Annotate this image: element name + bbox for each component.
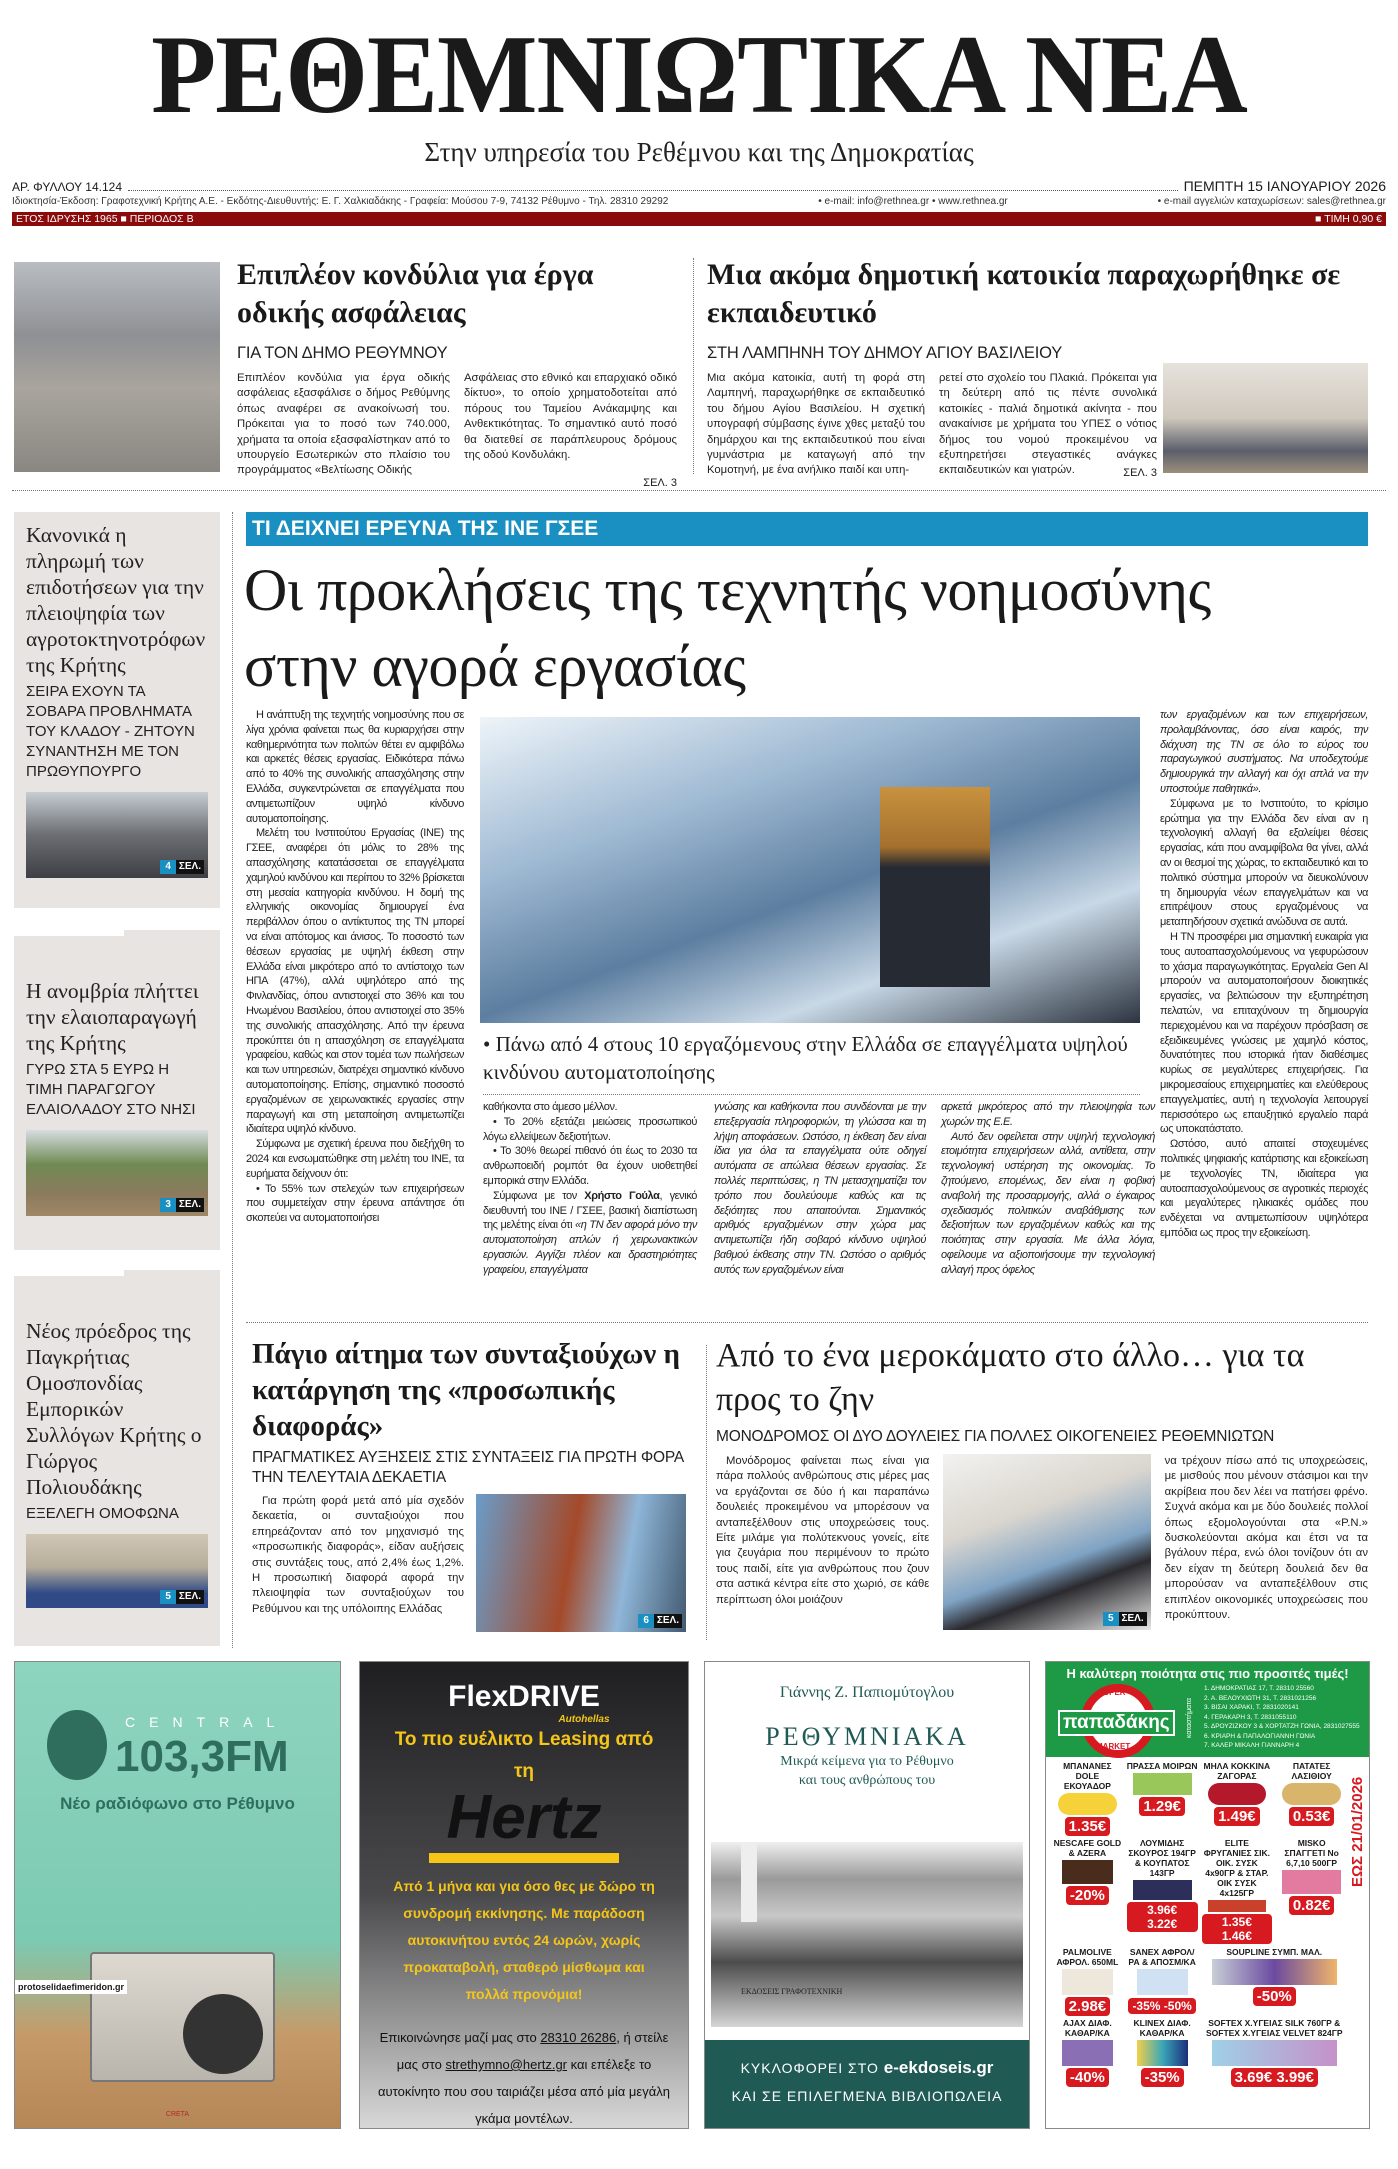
- column-divider: [693, 258, 694, 474]
- sidebar-kicker: ΣΕΙΡΑ ΕΧΟΥΝ ΤΑ ΣΟΒΑΡΑ ΠΡΟΒΛΗΜΑΤΑ ΤΟΥ ΚΛΑΔΟΥ - ΖΗΤΟΥΝ ΣΥΝΑΝΤΗΣΗ ΜΕ ΤΟΝ ΠΡΩΘΥΠΟΥΡΓΟ: [26, 683, 195, 780]
- email-link[interactable]: strethymno@hertz.gr: [445, 2057, 568, 2072]
- paragraph: • Το 55% των στελεχών των επιχειρήσεων που συμμετείχαν στην έρευνα απάντησε ότι σκοπεύει να αυτοματοποιήσει: [246, 1182, 464, 1225]
- ad-papadakis-market[interactable]: [1045, 1661, 1370, 2129]
- masthead-title: ΡΕΘΕΜΝΙΩΤΙΚΑ ΝΕΑ: [151, 13, 1247, 137]
- product-name: ELITE ΦΡΥΓΑΝΙΕΣ ΣΙΚ. ΟΙΚ. ΣΥΣΚ 4x90ΓΡ & ΣΤΑΡ. ΟΙΚ ΣΥΣΚ 4x125ΓΡ: [1203, 1838, 1270, 1898]
- product-price: -35% -50%: [1128, 1998, 1195, 2014]
- paragraph: Η ΤΝ προσφέρει μια σημαντική ευκαιρία για τους αυτοαπασχολούμενους να γεφυρώσουν το χάσμα παραγωγικότητας. Εργαλεία Gen AI μπορούν να αυτοματοποιήσουν διοικητικές εργασίες, να βελτιώσουν την εξυπηρέτηση πελατών, να επιταχύνουν τη δημιουργία περιεχομένου και να παρέχουν πρόσβαση σε εξειδικευμένες γνώσεις με χαμηλό κόστος, δυνατότητες που ιστορικά ήταν διαθέσιμες κυρίως σε μεγαλύτερες επιχειρήσεις. Για μικρομεσαίους επιχειρηματίες και ελεύθερους επαγγελματίες, αυτή η τεχνολογία λειτουργεί περισσότερο ως επαυξητικό εργαλείο παρά ως υποκατάστατο.: [1160, 930, 1368, 1136]
- main-headline[interactable]: [244, 552, 1374, 704]
- headline[interactable]: Μια ακόμα δημοτική κατοικία παραχωρήθηκε σε εκπαιδευτικό: [707, 258, 1341, 329]
- watermark: protoselidaefimeridon.gr: [15, 1980, 127, 1994]
- quote: «η ΤΝ δεν αφορά μόνο την αυτοματοποίηση απλών ή χειρωνακτικών εργασιών. Αγγίζει πλέον και δραστηριότητες γραφείου, επαγγέλματα: [483, 1219, 697, 1276]
- page-badge[interactable]: [638, 1614, 682, 1628]
- product-name: PALMOLIVE ΑΦΡΟΛ. 650ML: [1056, 1947, 1119, 1967]
- harbor-photo: [711, 1842, 1023, 2027]
- column-divider: [706, 1345, 707, 1640]
- product: [1202, 1838, 1273, 1945]
- page-number: 3: [160, 1198, 176, 1212]
- article-road-safety[interactable]: [237, 256, 677, 489]
- market-slogan: Η καλύτερη ποιότητα στις πιο προσιτές τιμές!: [1066, 1666, 1349, 1681]
- text: Επικοινώνησε μαζί μας στο: [379, 2030, 541, 2045]
- section-divider: [246, 1322, 1368, 1323]
- market-header: [1046, 1662, 1369, 1757]
- issue-line: [12, 178, 1386, 194]
- caption-divider: [483, 1094, 1140, 1095]
- product: [1052, 1838, 1123, 1945]
- product-name: SANEX ΑΦΡΟΛ/ΡΑ & ΑΠΟΣΜ/ΚΑ: [1128, 1947, 1196, 1967]
- radio-brand: CENTRAL: [125, 1714, 289, 1730]
- masthead-subtitle: Στην υπηρεσία του Ρεθέμνου και της Δημοκρατίας: [424, 137, 974, 167]
- body-col: Ασφάλειας στο εθνικό και επαρχιακό οδικό δίκτυο», το οποίο χρηματοδοτείται από πόρους του Ταμείου Ανάκαμψης και Ανθεκτικότητας. Το σημαντικό αυτό ποσό θα διατεθεί σε παράπλευρους δρόμους της οδού Κονδυλάκη.: [464, 372, 677, 462]
- paragraph: Η ανάπτυξη της τεχνητής νοημοσύνης που σε λίγα χρόνια φαίνεται πως θα κυριαρχήσει στην καθημερινότητα των πολιτών θέτει εν αμφιβόλω και αρκετές θέσεις εργασίας. Ειδικότερα πάνω από το 40% της συνολικής απασχόλησης στην Ελλάδα, συγκεντρώνεται σε επαγγέλματα που αντιμετωπίζουν υψηλό κίνδυνο αυτοματοποίησης.: [246, 709, 464, 825]
- sidebar-headline[interactable]: Νέος πρόεδρος της Παγκρήτιας Ομοσπονδίας Εμπορικών Συλλόγων Κρήτης ο Γιώργος Πολιουδάκης: [26, 1319, 202, 1499]
- president-photo: [26, 1534, 208, 1608]
- headline-line-2: στην αγορά εργασίας: [244, 633, 746, 699]
- olive-photo: [26, 1130, 208, 1216]
- product-name: ΜΗΛΑ ΚΟΚΚΙΝΑ ΖΑΓΟΡΑΣ: [1203, 1761, 1271, 1781]
- kicker: ΠΡΑΓΜΑΤΙΚΕΣ ΑΥΞΗΣΕΙΣ ΣΤΙΣ ΣΥΝΤΑΞΕΙΣ ΓΙΑ ΠΡΩΤΗ ΦΟΡΑ ΤΗΝ ΤΕΛΕΥΤΑΙΑ ΔΕΚΑΕΤΙΑ: [252, 1449, 684, 1486]
- market-logo: παπαδάκης: [1058, 1710, 1175, 1736]
- headline[interactable]: Από το ένα μεροκάματο στο άλλο… για τα προς το ζην: [716, 1337, 1305, 1418]
- sidebar-separator: [14, 930, 124, 936]
- body-col: Μια ακόμα κατοικία, αυτή τη φορά στη Λαμπηνή, παραχωρήθηκε σε εκπαιδευτικό του δήμου Αγίου Βασιλείου. Η σχετική υπογραφή σύμβασης έγινε χθες μεταξύ του δημάρχου και της εκπαιδευτικού που είναι γυμνάστρια με καταγωγή από την Κομοτηνή, με ένα ανήλικο παιδί και υπη-: [707, 372, 925, 477]
- paragraph: • Το 30% θεωρεί πιθανό ότι έως το 2030 τα ανθρωποειδή ρομπότ θα έχουν υιοθετηθεί εμπορικά στην Ελλάδα.: [483, 1145, 697, 1187]
- product-price: 3.69€ 3.99€: [1231, 2068, 1318, 2087]
- publisher-logo: ΕΚΔΟΣΕΙΣ ΓΡΑΦΟΤΕΧΝΙΚΗ: [741, 1987, 843, 1996]
- founded-text: ΕΤΟΣ ΙΔΡΥΣΗΣ 1965 ■ ΠΕΡΙΟΔΟΣ Β: [16, 213, 194, 225]
- section-label: ΤΙ ΔΕΙΧΝΕΙ ΕΡΕΥΝΑ ΤΗΣ ΙΝΕ ΓΣΕΕ: [246, 512, 1368, 546]
- product: [1202, 1947, 1348, 2016]
- hertz-contact: [360, 2008, 688, 2129]
- page-label: ΣΕΛ.: [654, 1614, 682, 1628]
- main-col-1: [246, 708, 464, 1226]
- product-name: MISKO ΣΠΑΓΓΕΤΙ No 6,7,10 500ΓΡ: [1284, 1838, 1339, 1868]
- product-price: 2.98€: [1065, 1997, 1111, 2016]
- store-list: [1204, 1684, 1360, 1751]
- page-label: ΣΕΛ.: [176, 860, 204, 874]
- lighthouse-icon: [741, 1842, 757, 1922]
- body-col: να τρέχουν πίσω από τις υποχρεώσεις, με μισθούς που μένουν στάσιμοι και την ακρίβεια που δεν λέει να πατήσει φρένο. Συχνά ακόμα και με δύο δουλειές πολλοί όπως εξομολογούνται στα «Ρ.Ν.» δυσκολεύονται ακόμα και έτσι να τα βγάλουν πέρα, ενώ όλοι τονίζουν ότι αν δεν είχαν τη δεύτερη δουλειά δεν θα μπορούσαν να ανταπεξέλθουν στις επιπλέον οικονομικές υποχρεώσεις που προκύπτουν.: [1164, 1455, 1368, 1622]
- contact-email[interactable]: • e-mail: info@rethnea.gr • www.rethnea.gr: [818, 196, 1008, 207]
- product: [1052, 2018, 1123, 2087]
- paragraph: Σύμφωνα με το Ινστιτούτο, το κρίσιμο ερώτημα για την Ελλάδα δεν είναι αν η τεχνολογική αλλαγή θα εξαλείψει θέσεις εργασίας, κάτι που αναμφίβολα θα γίνει, αλλά αν οι θεσμοί της χώρας, το εκπαιδευτικό και το πολιτικό σύστημα μπορούν να διευκολύνουν τη δημιουργία νέων επαγγελμάτων και να επιτρέψουν στους εργαζομένους να μεταπηδήσουν σχετικά ανώδυνα σε αυτά.: [1160, 797, 1368, 929]
- product-price: 3.96€ 3.22€: [1127, 1902, 1198, 1932]
- text: , ή στείλε μας στο: [396, 2030, 669, 2072]
- text: και επέλεξε το αυτοκίνητο που σου ταιριάζει μέσα από μία μεγάλη γκάμα μοντέλων.: [378, 2057, 670, 2126]
- headline-line-1: Οι προκλήσεις της τεχνητής νοημοσύνης: [244, 557, 1211, 623]
- page-badge[interactable]: [160, 1590, 204, 1604]
- book-cta-band: [705, 2040, 1029, 2128]
- farmers-photo: [26, 792, 208, 878]
- e-ekdoseis-link[interactable]: e-ekdoseis.gr: [883, 2058, 994, 2077]
- tired-worker-photo: [943, 1454, 1150, 1630]
- paragraph: [483, 1189, 697, 1278]
- product: [1202, 1761, 1273, 1836]
- paragraph: Μονόδρομος φαίνεται πως είναι για πάρα πολλούς ανθρώπους στις μέρες μας να εργάζονται σε δύο ή και παραπάνω δουλειές προκειμένου να μπορέσουν να ανταπεξέλθουν στις υποχρεώσεις τους. Είτε μιλάμε για πολύτεκνους γονείς, είτε για ζευγάρια που περιμένουν το πρώτο τους παιδί, είτε για ανθρώπους που ζουν στα αστικά κέντρα είτε στο χωριό, σε κάθε περίπτωση όλοι μοιάζουν: [716, 1455, 930, 1606]
- product: [1127, 1761, 1198, 1836]
- signing-photo: [1163, 363, 1368, 473]
- cta-text: ΚΑΙ ΣΕ ΕΠΙΛΕΓΜΕΝΑ ΒΙΒΛΙΟΠΩΛΕΙΑ: [731, 2088, 1003, 2104]
- flexdrive-logo: FlexDRIVE: [448, 1680, 600, 1713]
- product-name: ΛΟΥΜΙΔΗΣ ΣΚΟΥΡΟΣ 194ΓΡ & ΚΟΥΠΑΤΟΣ 143ΓΡ: [1128, 1838, 1196, 1878]
- ad-hertz-flexdrive[interactable]: [359, 1661, 689, 2129]
- product-name: SOFTEX Χ.ΥΓΕΙΑΣ SILK 760ΓΡ & SOFTEX Χ.ΥΓΕΙΑΣ VELVET 824ΓΡ: [1205, 2018, 1343, 2038]
- paragraph: Αυτό δεν οφείλεται στην υψηλή τεχνολογική ετοιμότητα επιχειρήσεων αλλά, αντίθετα, στην τεχνολογική υστέρηση της οικονομίας. Το ζητούμενο, επομένως, δεν είναι η φοβική αναβολή της προσαρμογής, αλλά ο έγκαιρος σχεδιασμός πολιτικών αναβάθμισης των δεξιοτήτων των εργαζομένων καθώς και της ποιότητας στην εργασία. Με άλλα λόγια, οφείλουμε να αξιοποιήσουμε την τεχνολογική αλλαγή προς όφελος: [941, 1130, 1155, 1276]
- sales-email[interactable]: • e-mail αγγελιών καταχωρίσεων: sales@rethnea.gr: [1157, 196, 1386, 207]
- product: [1052, 1947, 1123, 2016]
- ad-line: τη: [513, 1761, 535, 1782]
- offer-valid-until: ΕΩΣ 21/01/2026: [1349, 1776, 1366, 1887]
- ad-central-radio[interactable]: [14, 1661, 341, 2129]
- kicker: ΜΟΝΟΔΡΟΜΟΣ ΟΙ ΔΥΟ ΔΟΥΛΕΙΕΣ ΓΙΑ ΠΟΛΛΕΣ ΟΙΚΟΓΕΝΕΙΕΣ ΡΕΘΕΜΝΙΩΤΩΝ: [716, 1428, 1275, 1445]
- page-number: 6: [638, 1614, 654, 1628]
- product: [1127, 1838, 1198, 1945]
- cta-text: ΚΥΚΛΟΦΟΡΕΙ ΣΤΟ: [740, 2060, 879, 2076]
- product-grid: [1046, 1757, 1369, 2087]
- issue-date: ΠΕΜΠΤΗ 15 ΙΑΝΟΥΑΡΙΟΥ 2026: [1183, 178, 1386, 194]
- sidebar-separator: [14, 1270, 124, 1276]
- product-price: -20%: [1066, 1886, 1109, 1905]
- store: 6. ΚΡΙΑΡΗ & ΠΑΠΑΛΟΓΙΑΝΝΗ ΓΩΝΙΑ: [1204, 1732, 1316, 1740]
- paragraph: Για πρώτη φορά μετά από μία σχεδόν δεκαετία, οι συνταξιούχοι που επηρεάζονταν από τον μηχανισμό της «προσωπικής διαφοράς», είδαν αυξήσεις στις συντάξεις τους, από 2,4% έως 1,2%. Η προσωπική διαφορά αφορά την πλειοψηφία των συνταξιούχων του Ρεθύμνου και της υπόλοιπης Ελλάδας: [252, 1495, 464, 1615]
- product: [1127, 2018, 1198, 2087]
- section-divider: [12, 490, 1386, 491]
- ad-book-rethymniaka[interactable]: [704, 1661, 1030, 2129]
- product-name: SOUPLINE ΣΥΜΠ. ΜΑΛ.: [1226, 1947, 1323, 1957]
- product-name: ΠΡΑΣΣΑ ΜΟΙΡΩΝ: [1126, 1761, 1198, 1771]
- main-col-4: [941, 1100, 1155, 1278]
- paragraph: Ωστόσο, αυτό απαιτεί στοχευμένες πολιτικές ψηφιακής κατάρτισης και εξοικείωση με τεχνολογίες ΤΝ, ιδιαίτερα για αυτοαπασχολούμενους σε αγροτικές περιοχές και μεγαλύτερες ηλικιακές ομάδες που ενδέχεται να αντιμετωπίσουν υψηλότερα εμπόδια ως προς την εξοικείωση.: [1160, 1138, 1368, 1239]
- radio-frequency: 103,3FM: [115, 1732, 289, 1781]
- product-price: 1.35€ 1.46€: [1202, 1914, 1273, 1944]
- radio-tagline: Νέο ραδιόφωνο στο Ρέθυμνο: [60, 1794, 295, 1813]
- autohellas-label: Autohellas: [558, 1714, 610, 1725]
- product-price: 0.53€: [1289, 1807, 1335, 1826]
- sidebar-story-federation[interactable]: [14, 1270, 220, 1646]
- product-price: 1.29€: [1139, 1797, 1185, 1816]
- book-title: ΡΕΘΥΜΝΙΑΚΑ: [765, 1722, 969, 1751]
- book-subtitle: Μικρά κείμενα για το Ρέθυμνο και τους ανθρώπους του: [780, 1754, 954, 1788]
- price-text: ■ ΤΙΜΗ 0,90 €: [1315, 213, 1382, 225]
- sidebar-headline[interactable]: Κανονικά η πληρωμή των επιδοτήσεων για την πλειοψηφία των αγροτοκτηνοτρόφων της Κρήτης: [26, 523, 206, 677]
- main-col-5: [1160, 708, 1368, 1241]
- page-number: 5: [160, 1590, 176, 1604]
- text: , γενικό διευθυντή του ΙΝΕ / ΓΣΕΕ, βασική διαπίστωση της μελέτης είναι ότι: [483, 1189, 697, 1232]
- sidebar-kicker: ΓΥΡΩ ΣΤΑ 5 ΕΥΡΩ Η ΤΙΜΗ ΠΑΡΑΓΩΓΟΥ ΕΛΑΙΟΛΑΔΟΥ ΣΤΟ ΝΗΣΙ: [26, 1061, 196, 1118]
- paragraph: Σύμφωνα με σχετική έρευνα που διεξήχθη το 2024 και ενσωματώθηκε στη μελέτη του ΙΝΕ, τα ευρήματα δείχνουν ότι:: [246, 1138, 464, 1180]
- article-two-jobs[interactable]: [716, 1334, 1368, 1630]
- product-price: 0.82€: [1289, 1896, 1335, 1915]
- page-label: ΣΕΛ.: [176, 1198, 204, 1212]
- pensioners-photo: [476, 1494, 686, 1632]
- product: [1127, 1947, 1198, 2016]
- store: 1. ΔΗΜΟΚΡΑΤΙΑΣ 17, Τ. 28310 25560: [1204, 1685, 1314, 1692]
- product-price: 1.35€: [1065, 1817, 1111, 1836]
- store: 4. ΓΕΡΑΚΑΡΗ 3, Τ. 2831055110: [1204, 1713, 1297, 1721]
- text: Σύμφωνα με τον: [493, 1189, 585, 1202]
- page-number: 4: [160, 860, 176, 874]
- page-number: 5: [1103, 1612, 1119, 1626]
- sidewalk-photo: [14, 262, 220, 472]
- product-name: ΠΑΤΑΤΕΣ ΛΑΣΙΘΙΟΥ: [1291, 1761, 1332, 1781]
- product: [1052, 1761, 1123, 1836]
- headline[interactable]: Πάγιο αίτημα των συνταξιούχων η κατάργηση της «προσωπικής διαφοράς»: [252, 1338, 680, 1442]
- page-label: ΣΕΛ.: [176, 1590, 204, 1604]
- page-ref[interactable]: ΣΕΛ. 3: [1123, 466, 1157, 479]
- product-name: AJAX ΔΙΑΦ. ΚΑΘΑΡ/ΚΑ: [1062, 2018, 1112, 2038]
- cassette-radio-icon: [90, 1952, 275, 2082]
- store: 3. ΒΙΣΑΙ ΧΑΡΑΚΙ, Τ. 2831020141: [1204, 1704, 1299, 1711]
- headline[interactable]: Επιπλέον κονδύλια για έργα οδικής ασφάλειας: [237, 258, 594, 329]
- product-name: NESCAFE GOLD & AZERA: [1053, 1838, 1122, 1858]
- sidebar-headline[interactable]: Η ανομβρία πλήττει την ελαιοπαραγωγή της Κρήτης: [26, 979, 199, 1055]
- main-col-3: γνώσης και καθήκοντα που συνδέονται με την επεξεργασία πληροφοριών, τη γλώσσα και τη λήψη αποφάσεων. Ωστόσο, η έκθεση δεν είναι ίδια για όλα τα επαγγέλματα ούτε οδηγεί αυτόματα σε απώλεια θέσεων εργασίας. Σε πολλές περιπτώσεις, η ΤΝ μετασχηματίζει τον τρόπο που δουλεύουμε καθώς και τις δεξιότητες που απαιτούνται. Σημαντικός αριθμός εργαζομένων στην χώρα μας αντιμετωπίζει ήδη σοβαρό κίνδυνο υψηλού βαθμού έκθεσης στην ΤΝ. Ωστόσο ο αριθμός αυτός των εργαζομένων είναι: [714, 1101, 926, 1276]
- sidebar-kicker: ΕΞΕΛΕΓΗ ΟΜΟΦΩΝΑ: [26, 1505, 179, 1522]
- person-name: Χρήστο Γούλα: [584, 1189, 660, 1202]
- product-price: -35%: [1141, 2068, 1184, 2087]
- phone-link[interactable]: 28310 26286: [540, 2030, 617, 2045]
- publisher-info: Ιδιοκτησία-Έκδοση: Γραφοτεχνική Κρήτης Α.Ε. - Εκδότης-Διευθυντής: Ε. Γ. Χαλκιαδάκης - Γραφεία: Μούσου 7-9, 74132 Ρέθυμνο - Τηλ. 28310 29292: [12, 196, 669, 207]
- product: [1202, 2018, 1348, 2087]
- sidebar-story-farmers[interactable]: [14, 512, 220, 908]
- paragraph: • Το 20% εξετάζει μειώσεις προσωπικού λόγω ελλείψεων δεξιοτήτων.: [483, 1115, 697, 1143]
- photo-caption: • Πάνω από 4 στους 10 εργαζόμενους στην Ελλάδα σε επαγγέλματα υψηλού κινδύνου αυτοματοποίησης: [483, 1032, 1128, 1084]
- main-col-2: [483, 1100, 697, 1278]
- publisher-line: [12, 196, 1386, 207]
- store: 7. ΚΑΛΕΡ ΜΙΚΑΛΗ ΓΙΑΝΝΑΡΗ 4: [1204, 1742, 1300, 1749]
- body-col: [716, 1454, 929, 1630]
- sidebar-story-olive[interactable]: [14, 930, 220, 1250]
- dotted-leader: [128, 190, 1178, 191]
- product-price: 1.49€: [1214, 1807, 1260, 1826]
- product-price: -40%: [1066, 2068, 1109, 2087]
- founded-bar: [12, 212, 1386, 226]
- kicker: ΣΤΗ ΛΑΜΠΗΝΗ ΤΟΥ ΔΗΜΟΥ ΑΓΙΟΥ ΒΑΣΙΛΕΙΟΥ: [707, 344, 1063, 362]
- hertz-offer: Από 1 μήνα και για όσο θες με δώρο τη συνδρομή εκκίνησης. Με παράδοση αυτοκινήτου εντός 24 ωρών, χωρίς προκαταβολή, σταθερό μίσθωμα και πολλά προνόμια!: [393, 1878, 655, 2002]
- hertz-logo: Hertz: [446, 1783, 602, 1852]
- page-badge[interactable]: [160, 860, 204, 874]
- store: 2. Α. ΒΕΛΟΥΧΙΩΤΗ 31, Τ. 2831021256: [1204, 1694, 1317, 1702]
- paragraph: Μελέτη του Ινστιτούτου Εργασίας (ΙΝΕ) της ΓΣΕΕ, αναφέρει ότι μόλις το 28% της απασχόλησης κατατάσσεται σε επαγγέλματα χαμηλού κινδύνου και περίπου το 32% βρίσκεται στη μεσαία κατηγορία κινδύνου. Η δομή της ελληνικής οικονομίας δημιουργεί ένα περιβάλλον όπου ο αντίκτυπος της ΤΝ μπορεί να είναι απότομος και άνισος. Το ποσοστό των θέσεων εργασίας με υψηλή έκθεση στην Ελλάδα είναι μικρότερο από το αντίστοιχο των ΗΠΑ (47%), αλλά υψηλότερο από της Φινλανδίας, όπου αντιστοιχεί στο 36% και του Ηνωμένου Βασιλείου, όπου αντιστοιχεί στο 35% της συνολικής απασχόλησης. Από την έρευνα προκύπτει ότι η απασχόληση σε επαγγέλματα γραφείου, καθώς και στον τομέα των πωλήσεων και των υπηρεσιών, διατρέχει σημαντικό κίνδυνο αυτοματοποίησης. Επίσης, σημαντικό ποσοστό εργαζομένων σε χειρωνακτικές εργασίες στην παραγωγή και στη μεταποίηση αντιμετωπίζει ιδιαίτερα υψηλό κίνδυνο.: [246, 827, 464, 1136]
- body-text: [252, 1494, 464, 1632]
- woman-figure: [880, 787, 990, 987]
- sidebar-divider: [232, 512, 233, 1648]
- product: [1276, 1761, 1347, 1836]
- book-author: Γιάννης Ζ. Παπιομύτογλου: [779, 1684, 955, 1701]
- product-name: ΜΠΑΝΑΝΕΣ DOLE ΕΚΟΥΑΔΟΡ: [1063, 1761, 1112, 1791]
- ai-worker-photo: [480, 717, 1140, 1023]
- page-badge[interactable]: [160, 1198, 204, 1212]
- product-name: KLINEX ΔΙΑΦ. ΚΑΘΑΡ/ΚΑ: [1133, 2018, 1191, 2038]
- kicker: ΓΙΑ ΤΟΝ ΔΗΜΟ ΡΕΘΥΜΝΟΥ: [237, 344, 448, 362]
- logo-market: MARKET: [1096, 1742, 1131, 1751]
- hertz-underline: [429, 1853, 619, 1863]
- ad-line: Το πιο ευέλικτο Leasing από: [394, 1729, 654, 1750]
- page-label: ΣΕΛ.: [1119, 1612, 1147, 1626]
- store: 5. ΔΡΟΥΖΙΖΚΟΥ 3 & ΧΟΡΤΑΤΖΗ ΓΩΝΙΑ, 2831027555: [1204, 1723, 1360, 1730]
- article-pensions[interactable]: [252, 1336, 692, 1632]
- product-price: -50%: [1253, 1987, 1296, 2006]
- page-badge[interactable]: [1103, 1612, 1147, 1626]
- paragraph: αρκετά μικρότερος από την πλειοψηφία των χωρών της Ε.Ε.: [941, 1101, 1155, 1128]
- body-col: ρετεί στο σχολείο του Πλακιά. Πρόκειται για τη δεύτερη από τις πέντε συνολικά κατοικίες - παλιά δημοτικά ακίνητα - που ανακαίνισε με χρήματα του ΥΠΕΣ ο νότιος δήμος του νομού προκειμένου να εξυπηρετήσει στεγαστικές ανάγκες εκπαιδευτικών και γιατρών.: [939, 372, 1157, 477]
- logo-super: SUPER: [1098, 1688, 1126, 1697]
- radio-logo-icon: [47, 1710, 107, 1780]
- product: [1276, 1838, 1347, 1945]
- stores-label: καταστήματα: [1186, 1698, 1193, 1738]
- issue-number: ΑΡ. ΦΥΛΛΟΥ 14.124: [12, 180, 122, 194]
- ad-footer: CRETA: [165, 2111, 190, 2118]
- body-col: Επιπλέον κονδύλια για έργα οδικής ασφάλειας εξασφάλισε ο δήμος Ρεθύμνης όπως αναφέρει σε ανακοίνωσή του. Πρόκειται για το ποσό των 740.000, χρήματα τα οποία εξασφαλίστηκαν από το υπουργείο Εσωτερικών στο πλαίσιο του προγράμματος «Βελτίωσης Οδικής: [237, 372, 450, 477]
- page-ref[interactable]: ΣΕΛ. 3: [643, 477, 677, 490]
- quote: των εργαζομένων και των επιχειρήσεων, προλαμβάνοντας, όσο είναι καιρός, την διάχυση της ΤΝ σε όλο το εύρος του παραγωγικού συστήματος. Να υποδεχτούμε δημιουργικά την αλλαγή και όχι απλά να την υποστούμε παθητικά».: [1160, 709, 1368, 795]
- paragraph: καθήκοντα στο άμεσο μέλλον.: [483, 1101, 618, 1113]
